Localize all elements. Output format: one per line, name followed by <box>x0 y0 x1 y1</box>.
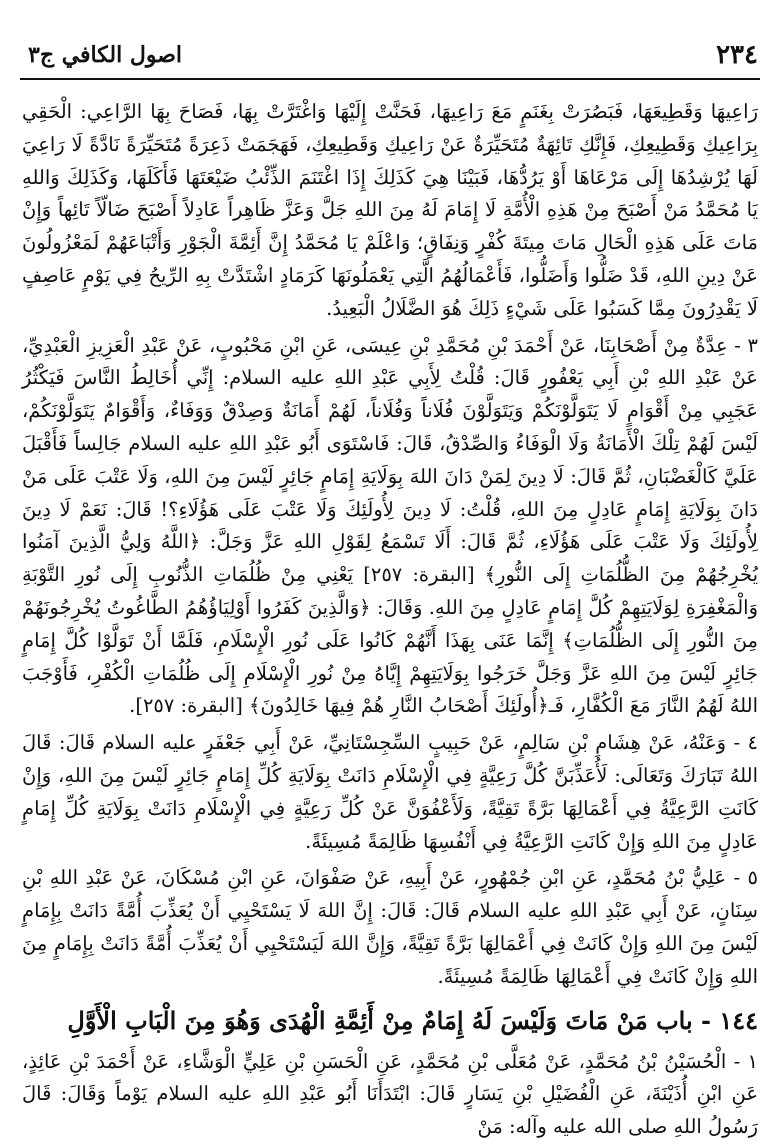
chapter-title: ١٤٤ - باب مَنْ مَاتَ وَلَيْسَ لَهُ إِمَامٌ مِنْ أَئِمَّةِ الْهُدَى وَهُوَ مِنَ الْبَابِ الْأَوَّلِ <box>67 1005 758 1035</box>
body-text <box>22 96 758 1148</box>
paragraph-continuation: رَاعِيهَا وَقَطِيعَهَا، فَبَصُرَتْ بِغَنَمٍ مَعَ رَاعِيهَا، فَحَنَّتْ إِلَيْهَا وَاغْتَرَّتْ بِهَا، فَصَاحَ بِهَا الرَّاعِي: الْحَقِي بِرَاعِيكِ وَقَطِيعِكِ، فَإِنَّكِ تَائِهَةٌ مُتَحَيِّرَةٌ عَنْ رَاعِيكِ وَقَطِيعِكِ، فَهَجَمَتْ ذَعِرَةً مُتَحَيِّرَةً نَادَّةً لَا رَاعِيَ لَهَا يُرْشِدُهَا إِلَى مَرْعَاهَا أَوْ يَرُدُّهَا، فَبَيْنَا هِيَ كَذَلِكَ إِذَا اغْتَنَمَ الذِّئْبُ ضَيْعَتَهَا فَأَكَلَهَا، وَكَذَلِكَ وَاللهِ يَا مُحَمَّدُ مَنْ أَصْبَحَ مِنْ هَذِهِ الْأُمَّةِ لَا إِمَامَ لَهُ مِنَ اللهِ جَلَّ وَعَزَّ ظَاهِراً عَادِلاً أَصْبَحَ ضَالّاً تَائِهاً وَإِنْ مَاتَ عَلَى هَذِهِ الْحَالِ مَاتَ مِيتَةَ كُفْرٍ وَنِفَاقٍ؛ وَاعْلَمْ يَا مُحَمَّدُ إِنَّ أَئِمَّةَ الْجَوْرِ وَأَتْبَاعَهُمْ لَمَعْزُولُونَ عَنْ دِينِ اللهِ، قَدْ ضَلُّوا وَأَضَلُّوا، فَأَعْمَالُهُمُ الَّتِي يَعْمَلُونَهَا كَرَمَادٍ اشْتَدَّتْ بِهِ الرِّيحُ فِي يَوْمٍ عَاصِفٍ لَا يَقْدِرُونَ مِمَّا كَسَبُوا عَلَى شَيْءٍ ذَلِكَ هُوَ الضَّلَالُ الْبَعِيدُ. <box>22 100 758 320</box>
hadith-5: ٥ - عَلِيُّ بْنُ مُحَمَّدٍ، عَنِ ابْنِ جُمْهُورٍ، عَنْ أَبِيهِ، عَنْ صَفْوَانَ، عَنِ ابْنِ مُسْكَانَ، عَنْ عَبْدِ اللهِ بْنِ سِنَانٍ، عَنْ أَبِي عَبْدِ اللهِ عليه السلام قَالَ: قَالَ: إِنَّ اللهَ لَا يَسْتَحْيِي أَنْ يُعَذِّبَ أُمَّةً دَانَتْ بِإِمَامٍ لَيْسَ مِنَ اللهِ وَإِنْ كَانَتْ فِي أَعْمَالِهَا بَرَّةً تَقِيَّةً، وَإِنَّ اللهَ لَيَسْتَحْيِي أَنْ يُعَذِّبَ أُمَّةً دَانَتْ بِإِمَامٍ مِنَ اللهِ وَإِنْ كَانَتْ فِي أَعْمَالِهَا ظَالِمَةً مُسِيئَةً. <box>22 866 758 988</box>
page-header <box>28 40 758 72</box>
hadith-4: ٤ - وَعَنْهُ، عَنْ هِشَامِ بْنِ سَالِمٍ، عَنْ حَبِيبٍ السِّجِسْتَانِيِّ، عَنْ أَبِي جَعْفَرٍ عليه السلام قَالَ: قَالَ اللهُ تَبَارَكَ وَتَعَالَى: لَأُعَذِّبَنَّ كُلَّ رَعِيَّةٍ فِي الْإِسْلَامِ دَانَتْ بِوَلَايَةِ كُلِّ إِمَامٍ جَائِرٍ لَيْسَ مِنَ اللهِ، وَإِنْ كَانَتِ الرَّعِيَّةُ فِي أَعْمَالِهَا بَرَّةً تَقِيَّةً، وَلَأَعْفُوَنَّ عَنْ كُلِّ رَعِيَّةٍ فِي الْإِسْلَامِ دَانَتْ بِوَلَايَةِ كُلِّ إِمَامٍ عَادِلٍ مِنَ اللهِ وَإِنْ كَانَتِ الرَّعِيَّةُ فِي أَنْفُسِهَا ظَالِمَةً مُسِيئَةً. <box>22 731 758 853</box>
header-rule <box>20 78 760 80</box>
page-number: ٢٣٤ <box>716 40 758 70</box>
chapter-hadith-1: ١ - الْحُسَيْنُ بْنُ مُحَمَّدٍ، عَنْ مُعَلَّى بْنِ مُحَمَّدٍ، عَنِ الْحَسَنِ بْنِ عَلِيٍّ الْوَشَّاءِ، عَنْ أَحْمَدَ بْنِ عَائِذٍ، عَنِ ابْنِ أُذَيْنَةَ، عَنِ الْفُضَيْلِ بْنِ يَسَارٍ قَالَ: ابْتَدَأَنَا أَبُو عَبْدِ اللهِ عليه السلام يَوْماً وَقَالَ: قَالَ رَسُولُ اللهِ صلى الله عليه وآله: مَنْ <box>22 1049 758 1139</box>
hadith-3: ٣ - عِدَّةٌ مِنْ أَصْحَابِنَا، عَنْ أَحْمَدَ بْنِ مُحَمَّدِ بْنِ عِيسَى، عَنِ ابْنِ مَحْبُوبٍ، عَنْ عَبْدِ الْعَزِيزِ الْعَبْدِيِّ، عَنْ عَبْدِ اللهِ بْنِ أَبِي يَعْفُورٍ قَالَ: قُلْتُ لِأَبِي عَبْدِ اللهِ عليه السلام: إِنِّي أُخَالِطُ النَّاسَ فَيَكْثُرُ عَجَبِي مِنْ أَقْوَامٍ لَا يَتَوَلَّوْنَكُمْ وَيَتَوَلَّوْنَ فُلَاناً وَفُلَاناً، لَهُمْ أَمَانَةٌ وَصِدْقٌ وَوَفَاءٌ، وَأَقْوَامٌ يَتَوَلَّوْنَكُمْ، لَيْسَ لَهُمْ تِلْكَ الْأَمَانَةُ وَلَا الْوَفَاءُ وَالصِّدْقُ، قَالَ: فَاسْتَوَى أَبُو عَبْدِ اللهِ عليه السلام جَالِساً فَأَقْبَلَ عَلَيَّ كَالْغَضْبَانِ، ثُمَّ قَالَ: لَا دِينَ لِمَنْ دَانَ اللهَ بِوَلَايَةِ إِمَامٍ جَائِرٍ لَيْسَ مِنَ اللهِ، وَلَا عَتْبَ عَلَى مَنْ دَانَ بِوَلَايَةِ إِمَامٍ عَادِلٍ مِنَ اللهِ، قُلْتُ: لَا دِينَ لِأُولَئِكَ وَلَا عَتْبَ عَلَى هَؤُلَاءِ؟! قَالَ: نَعَمْ لَا دِينَ لِأُولَئِكَ وَلَا عَتْبَ عَلَى هَؤُلَاءِ، ثُمَّ قَالَ: أَلَا تَسْمَعُ لِقَوْلِ اللهِ عَزَّ وَجَلَّ: ﴿اللَّهُ وَلِيُّ الَّذِينَ آمَنُوا يُخْرِجُهُمْ مِنَ الظُّلُمَاتِ إِلَى النُّورِ﴾ [البقرة: ٢٥٧] يَعْنِي مِنْ ظُلُمَاتِ الذُّنُوبِ إِلَى نُورِ التَّوْبَةِ وَالْمَغْفِرَةِ لِوَلَايَتِهِمْ كُلَّ إِمَامٍ عَادِلٍ مِنَ اللهِ. وَقَالَ: ﴿وَالَّذِينَ كَفَرُوا أَوْلِيَاؤُهُمُ الطَّاغُوتُ يُخْرِجُونَهُمْ مِنَ النُّورِ إِلَى الظُّلُمَاتِ﴾ إِنَّمَا عَنَى بِهَذَا أَنَّهُمْ كَانُوا عَلَى نُورِ الْإِسْلَامِ، فَلَمَّا أَنْ تَوَلَّوْا كُلَّ إِمَامٍ جَائِرٍ لَيْسَ مِنَ اللهِ عَزَّ وَجَلَّ خَرَجُوا بِوَلَايَتِهِمْ إِيَّاهُ مِنْ نُورِ الْإِسْلَامِ إِلَى ظُلُمَاتِ الْكُفْرِ، فَأَوْجَبَ اللهُ لَهُمُ النَّارَ مَعَ الْكُفَّارِ، فَـ﴿أُولَئِكَ أَصْحَابُ النَّارِ هُمْ فِيهَا خَالِدُونَ﴾ [البقرة: ٢٥٧]. <box>22 333 758 718</box>
book-title: اصول الكافي ج٣ <box>28 42 183 68</box>
